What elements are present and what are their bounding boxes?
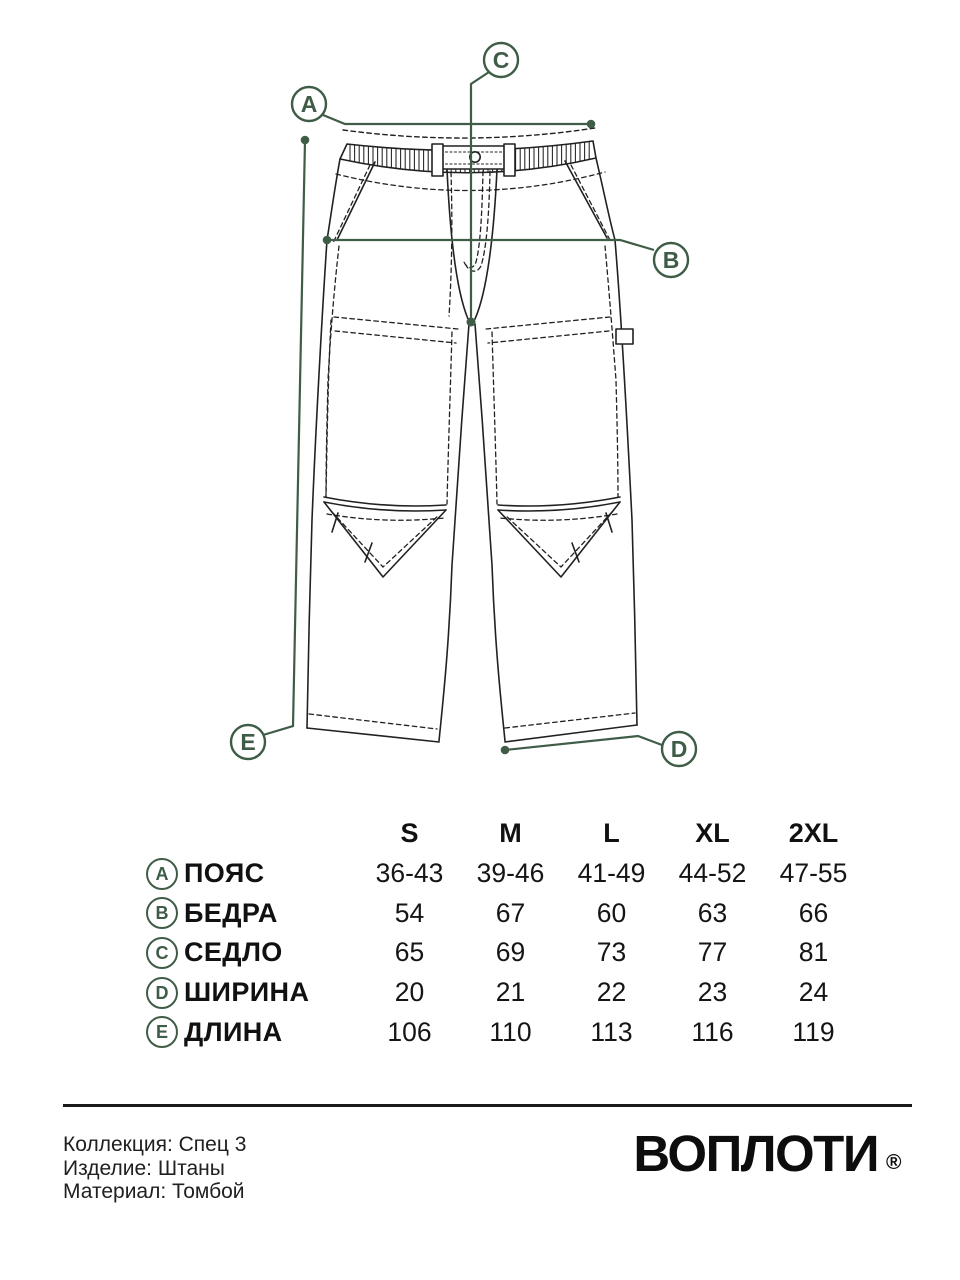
diagram-label-b: B <box>662 247 680 273</box>
measure-dot-c <box>467 318 476 327</box>
table-cell: 44-52 <box>678 858 747 889</box>
table-cell: 81 <box>798 937 829 968</box>
knee-panel-left <box>324 317 458 577</box>
table-cell: 65 <box>394 937 425 968</box>
table-cell: 69 <box>495 937 526 968</box>
table-cell: 113 <box>590 1016 633 1047</box>
diagram-label-c: C <box>492 47 510 73</box>
meta-item: Изделие: Штаны <box>63 1156 225 1180</box>
column-header-2xl: 2XL <box>788 818 839 849</box>
pocket-bag-right <box>605 246 618 497</box>
table-cell: 54 <box>394 897 425 928</box>
left-hem <box>307 714 439 742</box>
meta-collection: Коллекция: Спец 3 <box>63 1133 247 1156</box>
column-header-m: M <box>499 818 522 849</box>
row-label-length: ДЛИНА <box>184 1016 283 1047</box>
hammer-loop <box>616 329 633 344</box>
table-cell: 20 <box>394 977 425 1008</box>
measure-line-c <box>467 72 490 327</box>
row-label-hips: БЕДРА <box>184 897 278 928</box>
waist-topstitch <box>343 128 595 138</box>
measure-dot-d <box>501 746 510 755</box>
row-letter-badge-b: B <box>146 897 178 929</box>
table-cell: 21 <box>495 977 526 1008</box>
row-label-rise: СЕДЛО <box>184 937 283 968</box>
table-cell: 47-55 <box>779 858 848 889</box>
belt-loop-right <box>504 144 515 176</box>
row-letter-badge-a: A <box>146 858 178 890</box>
measure-dot-e <box>301 136 310 145</box>
measure-dot-a <box>587 120 596 129</box>
waistband-placket <box>436 146 514 169</box>
diagram-label-e: E <box>240 729 256 755</box>
table-cell: 66 <box>798 897 829 928</box>
measure-line-b <box>323 236 654 250</box>
table-cell: 63 <box>697 897 728 928</box>
column-header-xl: XL <box>695 818 730 849</box>
column-header-s: S <box>400 818 419 849</box>
meta-material: Материал: Томбой <box>63 1180 245 1203</box>
table-cell: 41-49 <box>577 858 646 889</box>
measure-line-e <box>263 136 309 735</box>
table-cell: 67 <box>495 897 526 928</box>
left-inseam <box>439 324 469 741</box>
table-cell: 24 <box>798 977 829 1008</box>
table-cell: 39-46 <box>476 858 545 889</box>
knee-panel-right <box>486 317 620 577</box>
table-cell: 36-43 <box>375 858 444 889</box>
row-letter-badge-c: C <box>146 937 178 969</box>
table-cell: 23 <box>697 977 728 1008</box>
footer-divider <box>63 1104 912 1107</box>
registered-trademark-icon: ® <box>886 1151 902 1174</box>
column-header-l: L <box>603 818 620 849</box>
measure-dot-b <box>323 236 332 245</box>
belt-loop-left <box>432 144 443 176</box>
row-label-waist: ПОЯС <box>184 858 265 889</box>
diagram-label-a: A <box>300 91 318 117</box>
table-cell: 73 <box>596 937 627 968</box>
table-cell: 60 <box>596 897 627 928</box>
front-pocket-right <box>565 161 611 242</box>
row-label-width: ШИРИНА <box>184 977 310 1008</box>
right-inseam <box>475 324 505 741</box>
row-letter-badge-d: D <box>146 977 178 1009</box>
table-cell: 22 <box>596 977 627 1008</box>
table-cell: 116 <box>691 1016 734 1047</box>
row-letter-badge-e: E <box>146 1016 178 1048</box>
left-outseam <box>307 159 340 728</box>
diagram-label-d: D <box>670 736 688 762</box>
table-cell: 77 <box>697 937 728 968</box>
measure-line-a <box>323 115 595 128</box>
table-cell: 119 <box>792 1016 835 1047</box>
brand-logo: ВОПЛОТИ <box>633 1125 878 1182</box>
footer-meta <box>63 1133 246 1204</box>
table-cell: 106 <box>387 1016 432 1047</box>
size-table <box>140 814 864 1052</box>
table-cell: 110 <box>489 1016 532 1047</box>
pocket-bag-left <box>326 246 339 497</box>
